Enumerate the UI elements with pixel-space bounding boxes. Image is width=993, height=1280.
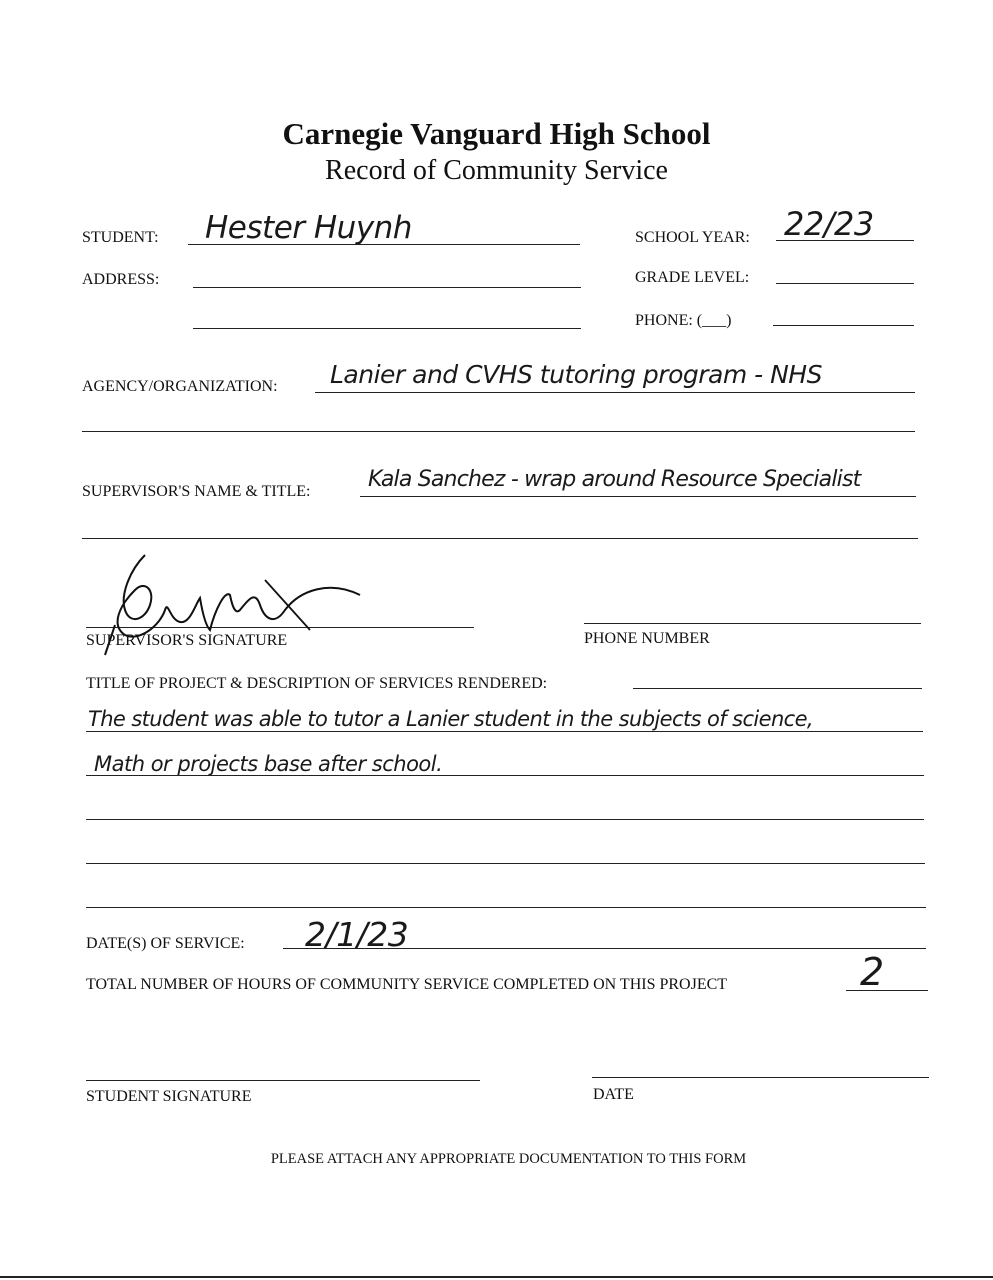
school-year-handwritten: 22/23 xyxy=(784,205,874,243)
phone-label: PHONE: (___) xyxy=(635,312,732,329)
page-bottom-edge xyxy=(0,1276,993,1278)
description-line-1 xyxy=(86,731,923,732)
description-line-5 xyxy=(86,907,926,908)
student-label: STUDENT: xyxy=(82,229,159,246)
footer-note: PLEASE ATTACH ANY APPROPRIATE DOCUMENTATION TO THIS FORM xyxy=(270,1151,747,1167)
student-signature-label: STUDENT SIGNATURE xyxy=(86,1088,252,1105)
phone-number-line xyxy=(584,623,921,624)
phone-line xyxy=(773,325,914,326)
project-description-line-1: The student was able to tutor a Lanier student in the subjects of science, xyxy=(88,707,814,731)
hours-handwritten: 2 xyxy=(860,950,884,994)
agency-handwritten: Lanier and CVHS tutoring program - NHS xyxy=(330,360,822,389)
hours-label: TOTAL NUMBER OF HOURS OF COMMUNITY SERVICE COMPLETED ON THIS PROJECT xyxy=(86,976,728,993)
dates-label: DATE(S) OF SERVICE: xyxy=(86,935,245,952)
supervisor-signature-label: SUPERVISOR'S SIGNATURE xyxy=(86,632,288,649)
phone-number-label: PHONE NUMBER xyxy=(584,630,710,647)
project-label: TITLE OF PROJECT & DESCRIPTION OF SERVICES RENDERED: xyxy=(86,675,548,692)
address-line-1 xyxy=(193,287,581,288)
grade-level-label: GRADE LEVEL: xyxy=(635,269,750,286)
agency-label: AGENCY/ORGANIZATION: xyxy=(82,378,278,395)
student-name-handwritten: Hester Huynh xyxy=(205,210,412,246)
school-name: Carnegie Vanguard High School xyxy=(282,116,711,151)
supervisor-label: SUPERVISOR'S NAME & TITLE: xyxy=(82,483,311,500)
student-signature-line xyxy=(86,1080,480,1081)
grade-level-line xyxy=(776,283,914,284)
form-subtitle: Record of Community Service xyxy=(325,155,668,186)
address-line-2 xyxy=(193,328,581,329)
supervisor-line-2 xyxy=(82,538,918,539)
date-line xyxy=(592,1077,929,1078)
dates-handwritten: 2/1/23 xyxy=(305,915,409,954)
hours-line xyxy=(846,990,928,991)
project-title-line xyxy=(633,688,922,689)
school-year-label: SCHOOL YEAR: xyxy=(635,229,750,246)
date-label: DATE xyxy=(593,1086,634,1103)
description-line-4 xyxy=(86,863,925,864)
description-line-2 xyxy=(86,775,924,776)
agency-line xyxy=(315,392,915,393)
description-line-3 xyxy=(86,819,924,820)
agency-line-2 xyxy=(82,431,915,432)
address-label: ADDRESS: xyxy=(82,271,160,288)
supervisor-line xyxy=(360,496,916,497)
project-description-line-2: Math or projects base after school. xyxy=(94,752,443,776)
supervisor-handwritten: Kala Sanchez - wrap around Resource Specialist xyxy=(368,467,861,492)
